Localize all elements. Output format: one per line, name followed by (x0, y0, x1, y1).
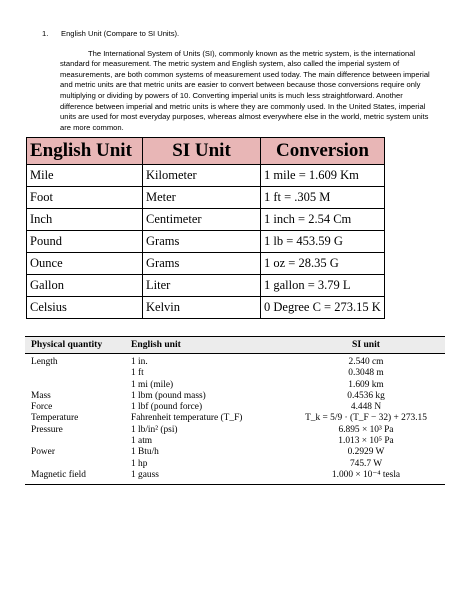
english-unit-cell: 1 gauss (125, 470, 285, 485)
quantity-cell: Mass (31, 390, 51, 401)
si-unit-cell: T_k = 5/9 · (T_F − 32) + 273.15 (305, 413, 427, 424)
english-unit-cell: 1 ft (131, 368, 144, 379)
quantity-cell: Power (31, 447, 55, 458)
si-unit-cell: 1.000 × 10⁻⁴ tesla (285, 470, 445, 485)
physical-quantity-table (25, 336, 445, 485)
conversion-cell: 1 oz = 28.35 G (261, 253, 385, 275)
si-unit-cell: Meter (143, 187, 261, 209)
table-row (27, 209, 385, 231)
si-unit-cell: Liter (143, 275, 261, 297)
si-unit-cell: Kilometer (143, 165, 261, 187)
table-row (25, 459, 445, 470)
table-row (25, 380, 445, 391)
si-unit-cell: 745.7 W (349, 458, 383, 469)
quantity-cell: Length (31, 357, 58, 367)
english-unit-cell: Foot (27, 187, 143, 209)
section-number: 1. (42, 29, 49, 38)
table-row (27, 297, 385, 319)
conversion-cell: 0 Degree C = 273.15 K (261, 297, 385, 319)
english-unit-cell: 1 lbm (pound mass) (131, 390, 206, 401)
table-row (27, 165, 385, 187)
table-row (27, 187, 385, 209)
quantity-cell (25, 380, 125, 391)
table-row (25, 425, 445, 436)
table-row (25, 436, 445, 447)
conversion-cell: 1 mile = 1.609 Km (261, 165, 385, 187)
english-unit-cell: 1 in. (131, 357, 148, 367)
english-unit-cell: 1 mi (mile) (131, 379, 174, 390)
header-si-unit: SI unit (285, 337, 445, 354)
table-header-row (27, 138, 385, 165)
si-unit-cell: 1.609 km (348, 379, 384, 390)
english-unit-cell: 1 hp (131, 458, 148, 469)
table-row (25, 413, 445, 424)
si-unit-cell: 2.540 cm (348, 357, 384, 367)
table-row (27, 231, 385, 253)
table-row (25, 402, 445, 413)
si-unit-cell: Grams (143, 231, 261, 253)
table-row (25, 368, 445, 379)
quantity-cell: Temperature (31, 413, 79, 424)
quantity-cell: Force (31, 402, 53, 413)
header-conversion: Conversion (261, 138, 385, 165)
si-unit-cell: 6.895 × 10³ Pa (338, 424, 394, 435)
si-unit-cell: 0.3048 m (348, 368, 384, 379)
section-heading (42, 29, 179, 39)
quantity-cell: Magnetic field (25, 470, 125, 485)
section-title: English Unit (Compare to SI Units). (61, 29, 180, 38)
english-unit-cell: Inch (27, 209, 143, 231)
header-english-unit: English unit (125, 337, 285, 354)
intro-paragraph: The International System of Units (SI), commonly known as the metric system, is the international standard for measurement. The metric system and English system, also called the imperial system of measurements, are both common systems of measurement used today. The main difference between imperial and metric units are that metric units are easier to convert between because those conversions require only multiplying or dividing by powers of 10. Converting imperial units is much less straightforward. Another difference between imperial and metric units is where they are commonly used. In the United States, imperial units are used for most everyday purposes, whereas almost everywhere else in the world, metric system units are more common. (60, 48, 430, 132)
conversion-cell: 1 inch = 2.54 Cm (261, 209, 385, 231)
si-unit-cell: 0.2929 W (347, 447, 385, 458)
quantity-cell (25, 459, 125, 470)
english-unit-cell: 1 atm (131, 436, 153, 447)
table-row (27, 275, 385, 297)
header-physical-quantity: Physical quantity (25, 337, 125, 354)
english-unit-cell: 1 lbf (pound force) (131, 402, 203, 413)
english-unit-cell: Fahrenheit temperature (T_F) (131, 413, 243, 424)
quantity-cell (25, 368, 125, 379)
si-unit-cell: Kelvin (143, 297, 261, 319)
quantity-cell (25, 436, 125, 447)
table-row (25, 354, 445, 369)
unit-conversion-table (26, 137, 385, 319)
conversion-cell: 1 lb = 453.59 G (261, 231, 385, 253)
header-si-unit: SI Unit (143, 138, 261, 165)
english-unit-cell: Mile (27, 165, 143, 187)
table-row (27, 253, 385, 275)
si-unit-cell: Grams (143, 253, 261, 275)
conversion-cell: 1 gallon = 3.79 L (261, 275, 385, 297)
si-unit-cell: 4.448 N (350, 402, 382, 413)
si-unit-cell: Centimeter (143, 209, 261, 231)
english-unit-cell: 1 Btu/h (131, 447, 159, 458)
header-english-unit: English Unit (27, 138, 143, 165)
si-unit-cell: 1.013 × 10⁵ Pa (338, 436, 394, 447)
english-unit-cell: Pound (27, 231, 143, 253)
conversion-cell: 1 ft = .305 M (261, 187, 385, 209)
table-row (25, 470, 445, 485)
quantity-cell: Pressure (31, 424, 63, 435)
english-unit-cell: Celsius (27, 297, 143, 319)
table-row (25, 447, 445, 458)
english-unit-cell: 1 lb/in² (psi) (131, 424, 178, 435)
table-header-row (25, 337, 445, 354)
english-unit-cell: Ounce (27, 253, 143, 275)
table-row (25, 391, 445, 402)
english-unit-cell: Gallon (27, 275, 143, 297)
si-unit-cell: 0.4536 kg (347, 390, 385, 401)
